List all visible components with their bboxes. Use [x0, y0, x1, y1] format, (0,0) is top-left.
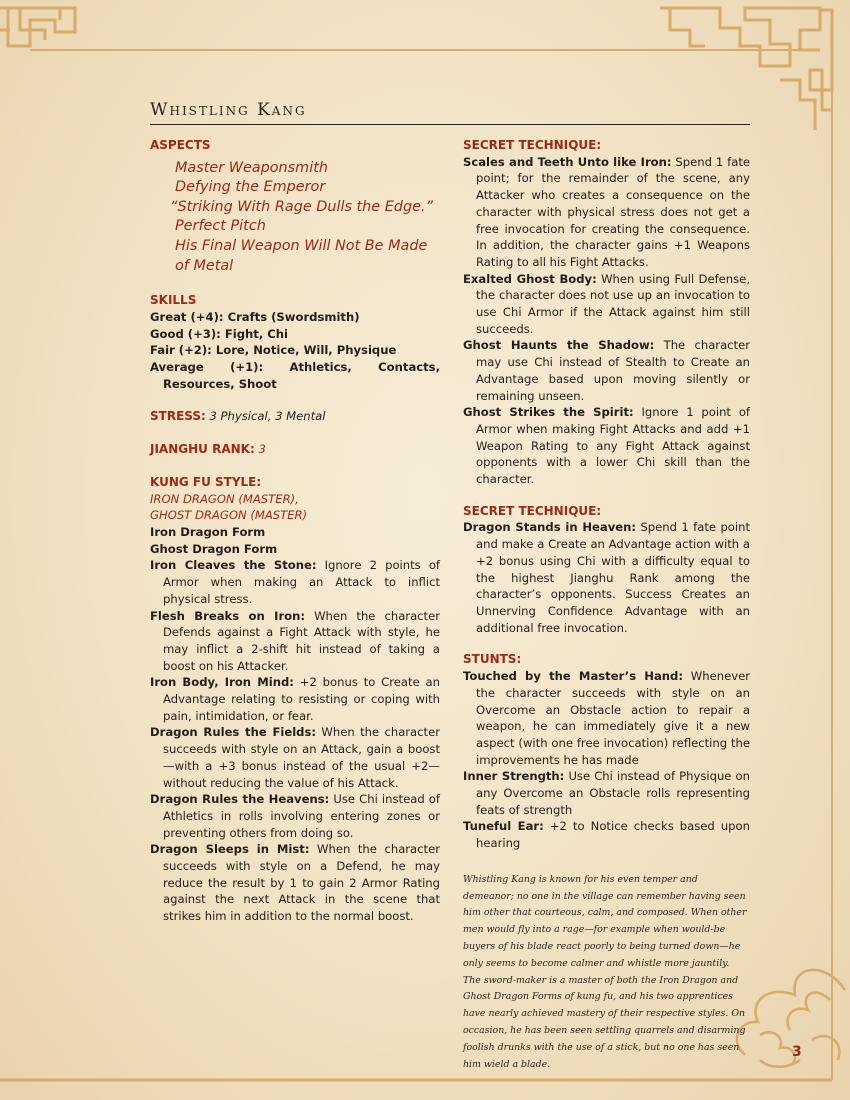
style-name: IRON DRAGON (MASTER),	[150, 491, 299, 506]
aspect-item: “Striking With Rage Dulls the Edge.”	[170, 198, 433, 215]
technique-entry: Exalted Ghost Body: When using Full Defense, the character does not use up an invocation to use Chi Armor if the Attack against him still succeeds.	[463, 271, 750, 336]
aspect-item: Master Weaponsmith	[175, 159, 328, 176]
aspect-item: His Final Weapon Will Not Be Made of Metal	[175, 238, 428, 274]
technique-entry: Flesh Breaks on Iron: When the character Defends against a Fight Attack with style, he may inflict a 2-shift hit instead of taking a boost on his Attacker.	[150, 608, 440, 673]
skill-row: Great (+4): Crafts (Swordsmith)	[150, 309, 360, 324]
left-column	[150, 137, 440, 925]
corner-cloud-ornament	[737, 970, 845, 1067]
skill-row: Average (+1): Athletics, Contacts, Resources, Shoot	[150, 360, 440, 391]
aspects-list	[150, 159, 440, 277]
stunt-entry: Inner Strength: Use Chi instead of Physique on any Overcome an Obstacle rolls representing feats of strength	[463, 769, 750, 817]
form-name: Ghost Dragon Form	[150, 541, 278, 556]
technique-entry: Ghost Haunts the Shadow: The character may use Chi instead of Stealth to Create an Advantage based upon moving silently or remaining unseen.	[463, 338, 750, 403]
flavor-text	[463, 872, 750, 1074]
technique-entry: Ghost Strikes the Spirit: Ignore 1 point of Armor when making Fight Attacks and add +1 Weapon Rating to any Fight Attack against opponents with a lower Chi skill than the character.	[463, 405, 750, 487]
technique-entry: Scales and Teeth Unto like Iron: Spend 1 fate point; for the remainder of the scene, any Attacker who creates a consequence on the character with physical stress does not get a free invocation for creating the consequence. In addition, the character gains +1 Weapons Rating to all his Fight Attacks.	[463, 154, 750, 269]
corner-lattice-top-left	[0, 8, 75, 46]
stress-line: STRESS: 3 Physical, 3 Mental	[150, 409, 326, 424]
aspect-item: Defying the Emperor	[175, 179, 326, 196]
stunts-heading: STUNTS:	[463, 652, 522, 667]
page-title: Whistling Kang	[150, 100, 750, 125]
flavor-paragraph: The sword-maker is a master of both the Iron Dragon and Ghost Dragon Forms of kung fu, and his two apprentices have nearly achieved mastery of their respective styles. On occasion, he has been seen settling quarrels and disarming foolish drunks with the use of a stick, but no one has seen him wield a blade.	[463, 974, 746, 1070]
page-number: 3	[792, 1044, 802, 1060]
flavor-paragraph: Whistling Kang is known for his even temper and demeanor; no one in the village can remember having seen him other that courteous, calm, and composed. When other men would fly into a rage—for example when would-be buyers of his blade react poorly to being turned down—he only seems to become calmer and whistle more jauntily.	[463, 873, 747, 969]
aspect-item: Perfect Pitch	[175, 218, 266, 235]
secret-technique-heading: SECRET TECHNIQUE:	[463, 138, 602, 152]
aspects-heading: ASPECTS	[150, 138, 211, 152]
skills-heading: SKILLS	[150, 293, 197, 308]
technique-entry: Dragon Sleeps in Mist: When the character succeeds with style on a Defend, he may reduce the result by 1 to gain 2 Armor Rating against the next Attack in the scene that strikes him in addition to the normal boost.	[150, 842, 440, 924]
technique-entry: Dragon Stands in Heaven: Spend 1 fate point and make a Create an Advantage action with a +2 bonus using Chi with a difficulty equal to the highest Jianghu Rank among the character’s opponents. Success Creates an Unnerving Confidence Advantage with an additional free invocation.	[463, 520, 751, 635]
technique-entry: Iron Body, Iron Mind: +2 bonus to Create an Advantage relating to resisting or coping with pain, intimidation, or fear.	[150, 675, 440, 723]
form-name: Iron Dragon Form	[150, 525, 266, 539]
secret-technique-heading: SECRET TECHNIQUE:	[463, 503, 602, 518]
skill-row: Good (+3): Fight, Chi	[150, 326, 289, 341]
kungfu-heading: KUNG FU STYLE:	[150, 474, 262, 489]
technique-entry: Dragon Rules the Heavens: Use Chi instead of Athletics in rolls involving entering zones or preventing others from doing so.	[150, 792, 440, 840]
style-name: GHOST DRAGON (MASTER)	[150, 508, 308, 523]
technique-entry: Dragon Rules the Fields: When the character succeeds with style on an Attack, gain a boost—with a +3 bonus instead of the usual +2—without reducing the value of his Attack.	[150, 725, 440, 790]
skill-row: Fair (+2): Lore, Notice, Will, Physique	[150, 343, 397, 358]
right-column	[463, 137, 750, 1073]
technique-entry: Iron Cleaves the Stone: Ignore 2 points of Armor when making an Attack to inflict physical stress.	[150, 558, 440, 606]
stunt-entry: Touched by the Master’s Hand: Whenever the character succeeds with style on an Overcome an Obstacle action to repair a weapon, he can immediately give it a new aspect (with one free invocation) reflecting the improvements he has made	[463, 669, 750, 767]
rank-line: JIANGHU RANK: 3	[150, 442, 266, 457]
stunt-entry: Tuneful Ear: +2 to Notice checks based upon hearing	[463, 819, 750, 851]
